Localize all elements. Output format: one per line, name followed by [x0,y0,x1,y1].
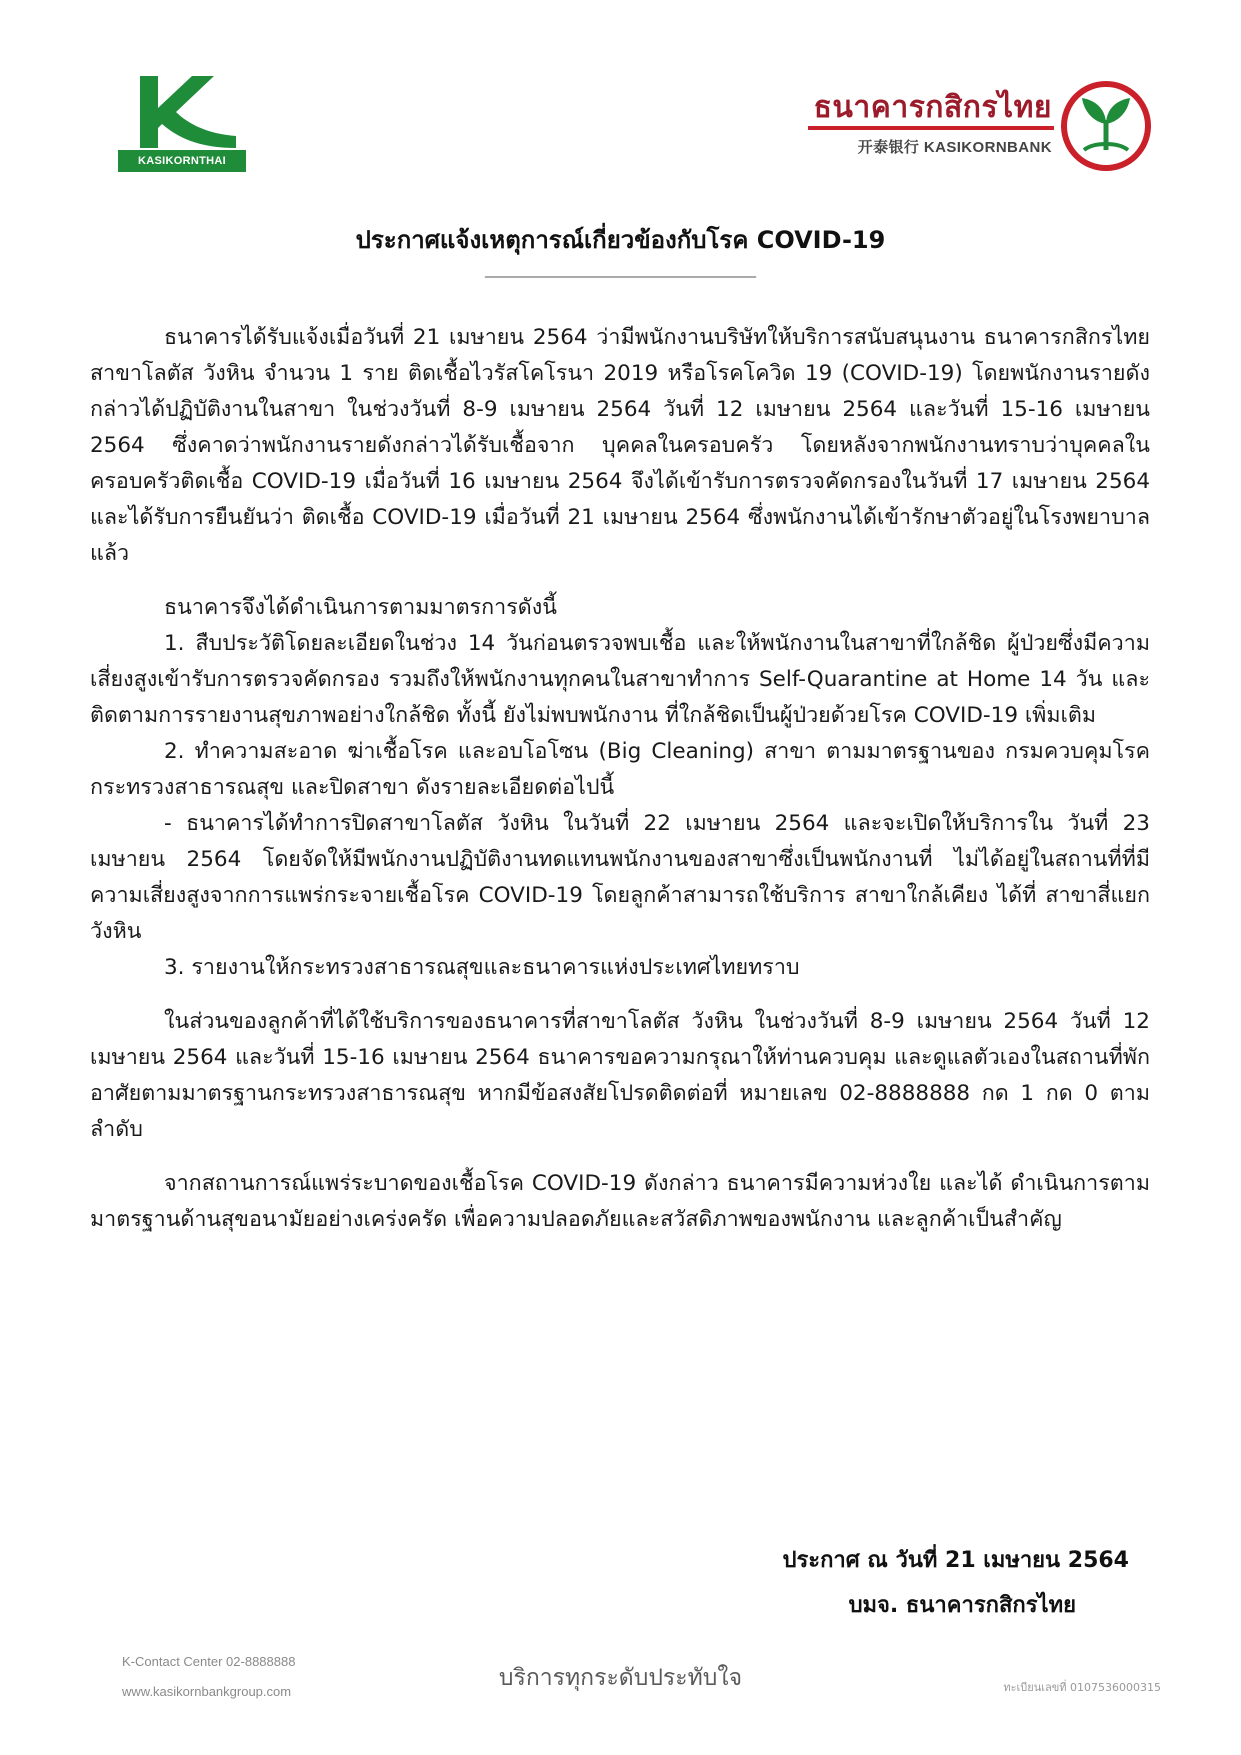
kbank-emblem-icon [1060,80,1152,172]
footer-slogan: บริการทุกระดับประทับใจ [498,1665,743,1691]
bank-english-name: 开泰银行 KASIKORNBANK [857,139,1052,156]
paragraph-incident: ธนาคารได้รับแจ้งเมื่อวันที่ 21 เมษายน 2564 ว่ามีพนักงานบริษัทให้บริการสนับสนุนงาน ธนาคารกสิกรไทย สาขาโลตัส วังหิน จำนวน 1 ราย ติดเชื้อไวรัสโคโรนา 2019 หรือโรคโควิด 19 (COVID-19) โดยพนักงานรายดังกล่าวได้ปฏิบัติงานในสาขา ในช่วงวันที่ 8-9 เมษายน 2564 วันที่ 12 เมษายน 2564 และวันที่ 15-16 เมษายน 2564 ซึ่งคาดว่าพนักงานรายดังกล่าวได้รับเชื้อจาก บุคคลในครอบครัว โดยหลังจากพนักงานทราบว่าบุคคลในครอบครัวติดเชื้อ COVID-19 เมื่อวันที่ 16 เมษายน 2564 จึงได้เข้ารับการตรวจคัดกรองในวันที่ 17 เมษายน 2564 และได้รับการยืนยันว่า ติดเชื้อ COVID-19 เมื่อวันที่ 21 เมษายน 2564 ซึ่งพนักงานได้เข้ารักษาตัวอยู่ในโรงพยาบาลแล้ว [90,325,1150,566]
company-signature: บมจ. ธนาคารกสิกรไทย [848,1593,1076,1618]
paragraph-customers: ในส่วนของลูกค้าที่ได้ใช้บริการของธนาคารที่สาขาโลตัส วังหิน ในช่วงวันที่ 8-9 เมษายน 2564 วันที่ 12 เมษายน 2564 และวันที่ 15-16 เมษายน 2564 ธนาคารขอความกรุณาให้ท่านควบคุม และดูแลตัวเองในสถานที่พักอาศัยตามมาตรฐานกระทรวงสาธารณสุข หากมีข้อสงสัยโปรดติดต่อที่ หมายเลข 02-8888888 กด 1 กด 0 ตามลำดับ [90,1009,1150,1142]
kasikornthai-logo [118,72,248,174]
measure-item-2-detail: - ธนาคารได้ทำการปิดสาขาโลตัส วังหิน ในวันที่ 22 เมษายน 2564 และจะเปิดให้บริการใน วันที่ 23 เมษายน 2564 โดยจัดให้มีพนักงานปฏิบัติงานทดแทนพนักงานของสาขาซึ่งเป็นพนักงานที่ ไม่ได้อยู่ในสถานที่ที่มีความเสี่ยงสูงจากการแพร่กระจายเชื้อโรค COVID-19 โดยลูกค้าสามารถใช้บริการ สาขาใกล้เคียง ได้ที่ สาขาสี่แยกวังหิน [90,811,1150,944]
paragraph-measures-intro: ธนาคารจึงได้ดำเนินการตามมาตรการดังนี้ [164,595,557,620]
announcement-date: ประกาศ ณ วันที่ 21 เมษายน 2564 [782,1548,1129,1573]
kasikornbank-logo [790,80,1160,175]
measure-item-1: 1. สืบประวัติโดยละเอียดในช่วง 14 วันก่อนตรวจพบเชื้อ และให้พนักงานในสาขาที่ใกล้ชิด ผู้ป่วยซึ่งมีความเสี่ยงสูงเข้ารับการตรวจคัดกรอง รวมถึงให้พนักงานทุกคนในสาขาทำการ Self-Quarantine at Home 14 วัน และติดตามการรายงานสุขภาพอย่างใกล้ชิด ทั้งนี้ ยังไม่พบพนักงาน ที่ใกล้ชิดเป็นผู้ป่วยด้วยโรค COVID-19 เพิ่มเติม [90,631,1150,728]
measure-item-2: 2. ทำความสะอาด ฆ่าเชื้อโรค และอบโอโซน (Big Cleaning) สาขา ตามมาตรฐานของ กรมควบคุมโรค กระทรวงสาธารณสุข และปิดสาขา ดังรายละเอียดต่อไปนี้ [90,739,1150,800]
paragraph-closing: จากสถานการณ์แพร่ระบาดของเชื้อโรค COVID-19 ดังกล่าว ธนาคารมีความห่วงใย และได้ ดำเนินการตามมาตรฐานด้านสุขอนามัยอย่างเคร่งครัด เพื่อความปลอดภัยและสวัสดิภาพของพนักงาน และลูกค้าเป็นสำคัญ [90,1171,1150,1232]
k-logo-icon [118,72,248,152]
title-underline: _____________________________________________ [485,262,755,278]
registration-number: ทะเบียนเลขที่ 0107536000315 [1003,1681,1161,1694]
kasikornthai-label: KASIKORNTHAI [118,150,246,172]
contact-center: K-Contact Center 02-8888888 [122,1654,296,1669]
website-link[interactable]: www.kasikornbankgroup.com [122,1684,292,1699]
announcement-body [90,320,1150,1238]
measure-item-3: 3. รายงานให้กระทรวงสาธารณสุขและธนาคารแห่งประเทศไทยทราบ [164,955,800,980]
logo-divider [808,126,1054,130]
page-title: ประกาศแจ้งเหตุการณ์เกี่ยวข้องกับโรค COVID-19 [355,226,886,254]
bank-thai-name: ธนาคารกสิกรไทย [813,90,1052,125]
